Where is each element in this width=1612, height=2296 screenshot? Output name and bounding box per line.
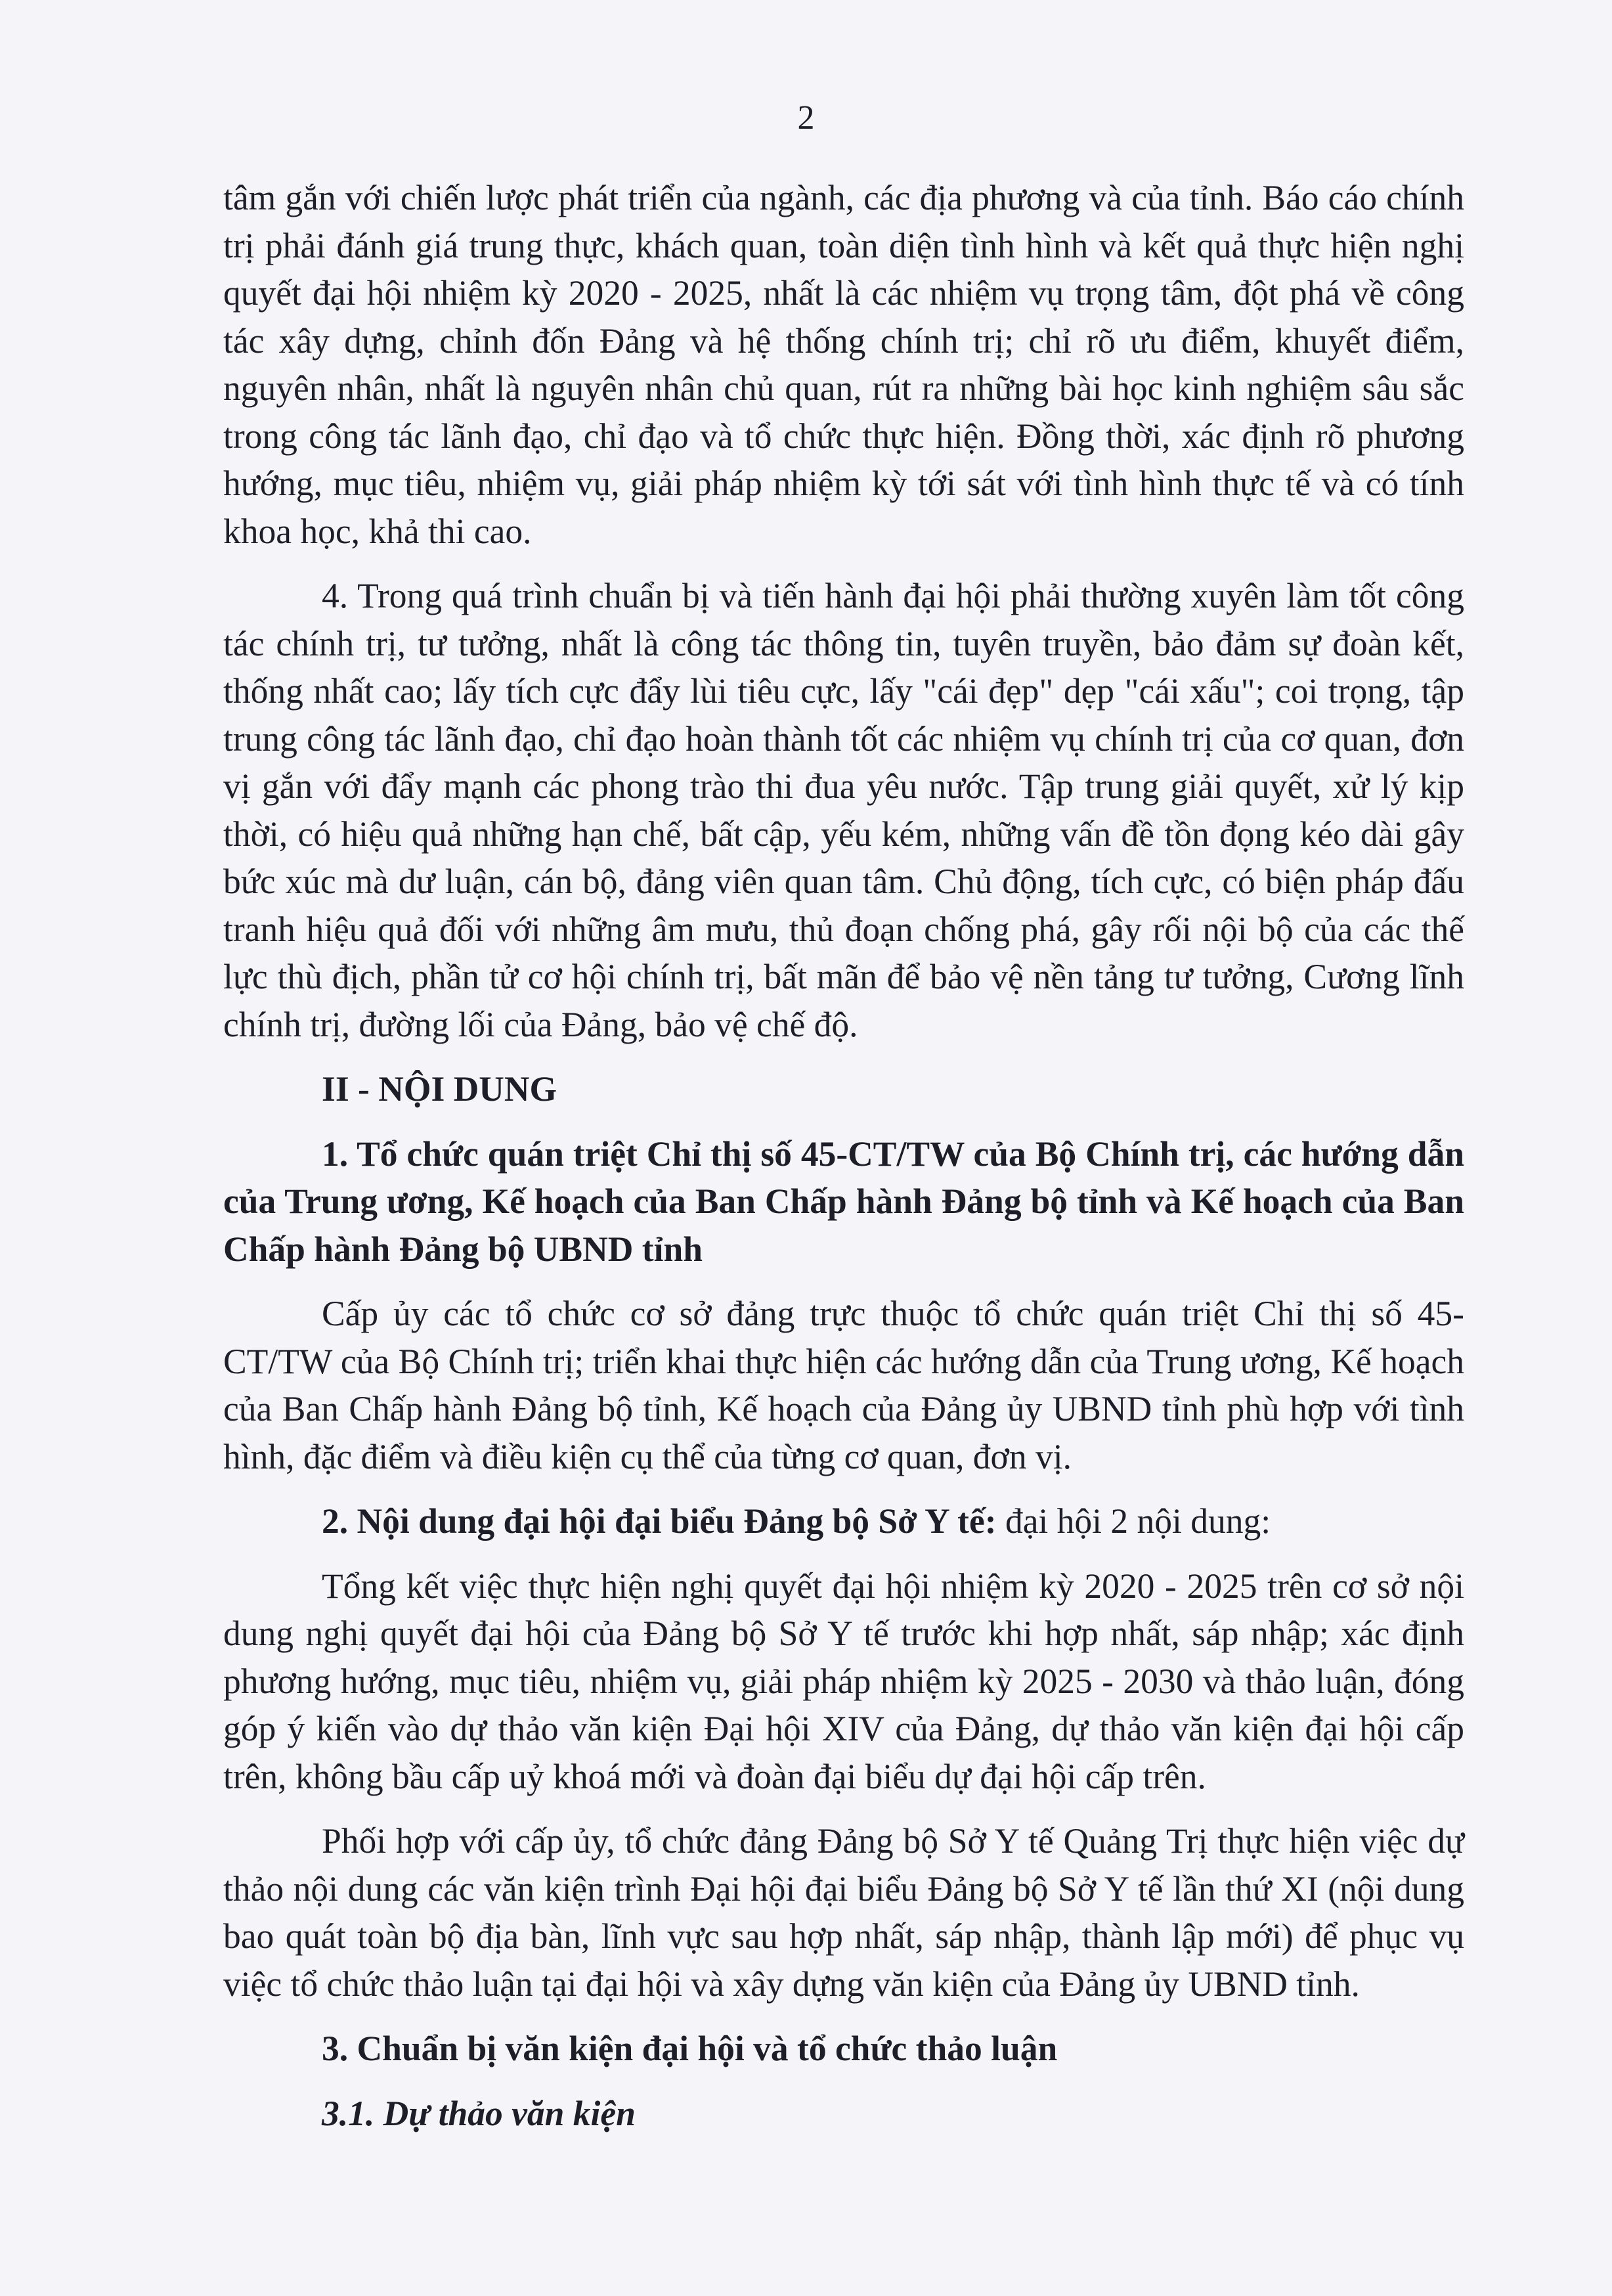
heading-3-1: 3.1. Dự thảo văn kiện	[322, 2093, 636, 2133]
heading-2: 2. Nội dung đại hội đại biểu Đảng bộ Sở Y tế:	[322, 1501, 997, 1541]
paragraph-continued: tâm gắn với chiến lược phát triển của ngành, các địa phương và của tỉnh. Báo cáo chính trị phải đánh giá trung thực, khách quan, toàn diện tình hình và kết quả thực hiện nghị quyết đại hội nhiệm kỳ 2020 - 2025, nhất là các nhiệm vụ trọng tâm, đột phá về công tác xây dựng, chỉnh đốn Đảng và hệ thống chính trị; chỉ rõ ưu điểm, khuyết điểm, nguyên nhân, nhất là nguyên nhân chủ quan, rút ra những bài học kinh nghiệm sâu sắc trong công tác lãnh đạo, chỉ đạo và tổ chức thực hiện. Đồng thời, xác định rõ phương hướng, mục tiêu, nhiệm vụ, giải pháp nhiệm kỳ tới sát với tình hình thực tế và có tính khoa học, khả thi cao.	[223, 178, 1464, 551]
heading-2-line	[223, 1497, 1464, 1545]
document-body	[223, 174, 1464, 2137]
heading-3: 3. Chuẩn bị văn kiện đại hội và tổ chức thảo luận	[322, 2029, 1058, 2068]
paragraph-4: 4. Trong quá trình chuẩn bị và tiến hành đại hội phải thường xuyên làm tốt công tác chính trị, tư tưởng, nhất là công tác thông tin, tuyên truyền, bảo đảm sự đoàn kết, thống nhất cao; lấy tích cực đẩy lùi tiêu cực, lấy "cái đẹp" dẹp "cái xấu"; coi trọng, tập trung công tác lãnh đạo, chỉ đạo hoàn thành tốt các nhiệm vụ chính trị của cơ quan, đơn vị gắn với đẩy mạnh các phong trào thi đua yêu nước. Tập trung giải quyết, xử lý kịp thời, có hiệu quả những hạn chế, bất cập, yếu kém, những vấn đề tồn đọng kéo dài gây bức xúc mà dư luận, cán bộ, đảng viên quan tâm. Chủ động, tích cực, có biện pháp đấu tranh hiệu quả đối với những âm mưu, thủ đoạn chống phá, gây rối nội bộ của các thế lực thù địch, phần tử cơ hội chính trị, bất mãn để bảo vệ nền tảng tư tưởng, Cương lĩnh chính trị, đường lối của Đảng, bảo vệ chế độ.	[223, 576, 1464, 1044]
heading-1: 1. Tổ chức quán triệt Chỉ thị số 45-CT/TW của Bộ Chính trị, các hướng dẫn của Trung ương, Kế hoạch của Ban Chấp hành Đảng bộ tỉnh và Kế hoạch của Ban Chấp hành Đảng bộ UBND tỉnh	[223, 1134, 1464, 1269]
paragraph-2b: Phối hợp với cấp ủy, tổ chức đảng Đảng bộ Sở Y tế Quảng Trị thực hiện việc dự thảo nội dung các văn kiện trình Đại hội đại biểu Đảng bộ Sở Y tế lần thứ XI (nội dung bao quát toàn bộ địa bàn, lĩnh vực sau hợp nhất, sáp nhập, thành lập mới) để phục vụ việc tổ chức thảo luận tại đại hội và xây dựng văn kiện của Đảng ủy UBND tỉnh.	[223, 1821, 1464, 2004]
section-heading-ii: II - NỘI DUNG	[322, 1069, 557, 1109]
heading-2-tail: đại hội 2 nội dung:	[996, 1501, 1271, 1541]
paragraph-2a: Tổng kết việc thực hiện nghị quyết đại hội nhiệm kỳ 2020 - 2025 trên cơ sở nội dung nghị quyết đại hội của Đảng bộ Sở Y tế trước khi hợp nhất, sáp nhập; xác định phương hướng, mục tiêu, nhiệm vụ, giải pháp nhiệm kỳ 2025 - 2030 và thảo luận, đóng góp ý kiến vào dự thảo văn kiện Đại hội XIV của Đảng, dự thảo văn kiện đại hội cấp trên, không bầu cấp uỷ khoá mới và đoàn đại biểu dự đại hội cấp trên.	[223, 1566, 1464, 1796]
page-number: 2	[797, 99, 815, 137]
paragraph-1: Cấp ủy các tổ chức cơ sở đảng trực thuộc tổ chức quán triệt Chỉ thị số 45-CT/TW của Bộ Chính trị; triển khai thực hiện các hướng dẫn của Trung ương, Kế hoạch của Ban Chấp hành Đảng bộ tỉnh, Kế hoạch của Đảng ủy UBND tỉnh phù hợp với tình hình, đặc điểm và điều kiện cụ thể của từng cơ quan, đơn vị.	[223, 1294, 1464, 1476]
